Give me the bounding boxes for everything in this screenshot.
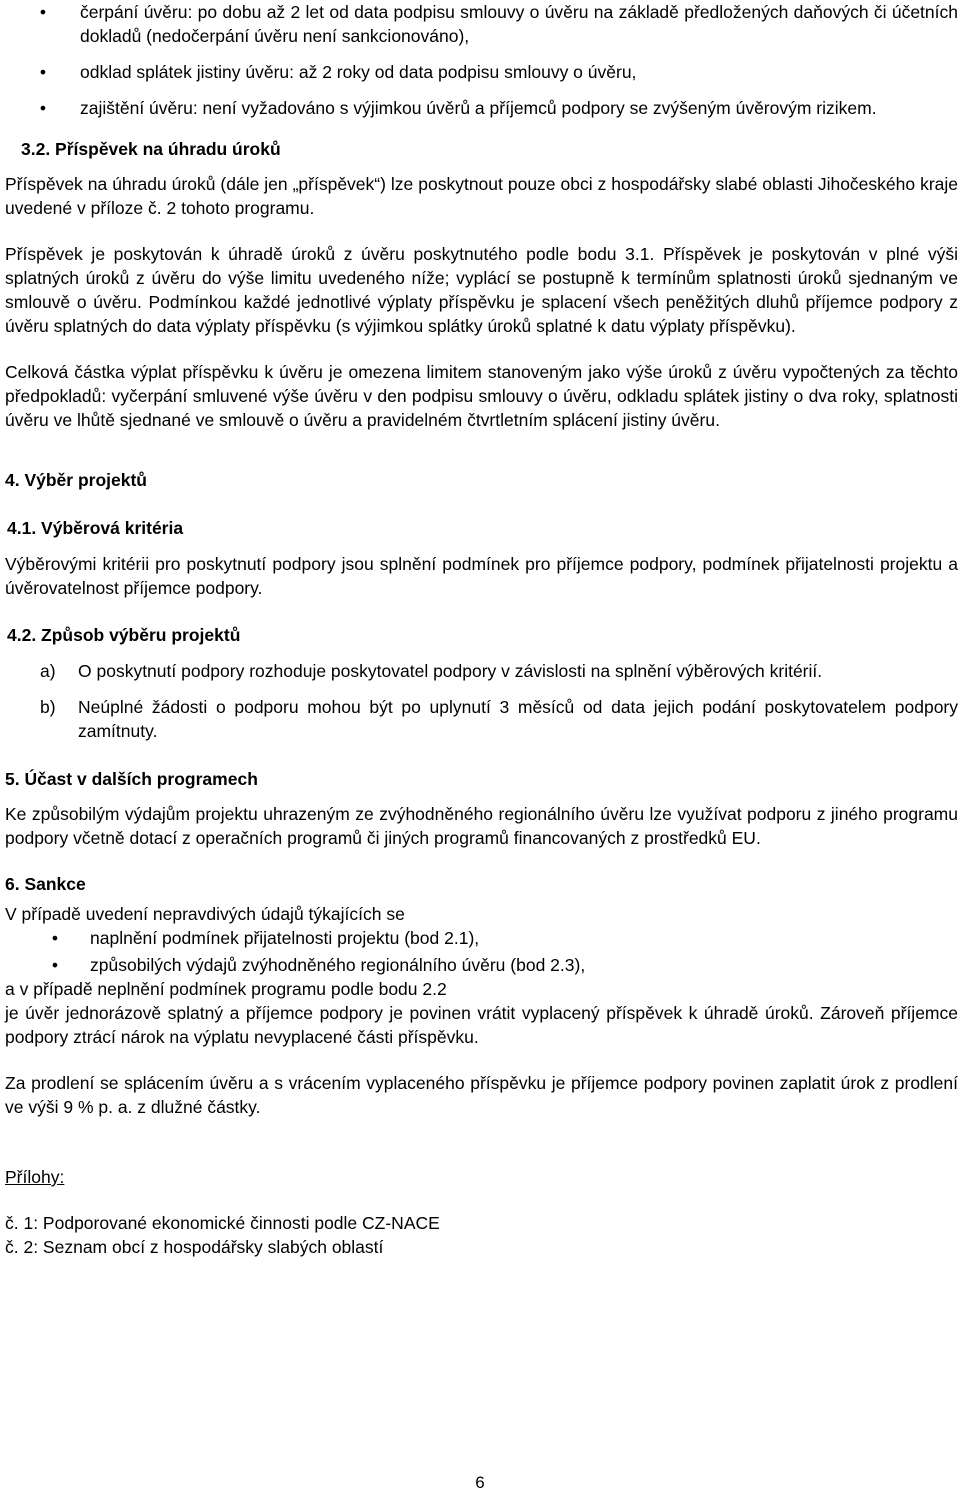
bullet-icon: • xyxy=(51,928,59,948)
paragraph: je úvěr jednorázově splatný a příjemce podpory je povinen vrátit vyplacený příspěvek k úhradě úroků. Zároveň příjemce podpory ztrácí nárok na výplatu nevyplacené části příspěvku. xyxy=(5,1003,958,1047)
list-item: b) Neúplné žádosti o podporu mohou být po uplynutí 3 měsíců od data jejich podání poskytovatelem podpory zamítnuty. xyxy=(40,697,958,741)
bullet-icon: • xyxy=(51,955,59,975)
paragraph: a v případě neplnění podmínek programu podle bodu 2.2 xyxy=(5,979,447,999)
document-page xyxy=(5,0,958,1259)
section-heading-5: 5. Účast v dalších programech xyxy=(5,769,258,789)
attachment-item: č. 1: Podporované ekonomické činnosti podle CZ-NACE xyxy=(5,1213,440,1233)
bullet-list-top xyxy=(5,0,958,120)
section-heading-4-1: 4.1. Výběrová kritéria xyxy=(7,518,184,538)
section-heading-4: 4. Výběr projektů xyxy=(5,470,147,490)
list-item: • odklad splátek jistiny úvěru: až 2 roky od data podpisu smlouvy o úvěru, xyxy=(5,60,958,84)
paragraph: Za prodlení se splácením úvěru a s vrácením vyplaceného příspěvku je příjemce podpory povinen zaplatit úrok z prodlení ve výši 9 % p. a. z dlužné částky. xyxy=(5,1073,958,1117)
paragraph: Celková částka výplat příspěvku k úvěru je omezena limitem stanoveným jako výše úroků z úvěru vypočtených za těchto předpokladů: vyčerpání smluvené výše úvěru v den podpisu smlouvy o úvěru, odkladu splátek jistiny o dva roky, splatnosti úvěru ve lhůtě sjednané ve smlouvě o úvěru a pravidelném čtvrtletním splácení jistiny úvěru. xyxy=(5,362,958,430)
paragraph: Příspěvek je poskytován k úhradě úroků z úvěru poskytnutého podle bodu 3.1. Příspěvek je poskytován v plné výši splatných úroků z úvěru do výše limitu uvedeného níže; vyplácí se postupně k termínům splatnosti úroků sjednaným ve smlouvě o úvěru. Podmínkou každé jednotlivé výplaty příspěvku je splacení všech peněžitých dluhů příjemce podpory z úvěru splatných do data výplaty příspěvku (s výjimkou splátky úroků splatné k datu výplaty příspěvku). xyxy=(5,244,958,336)
paragraph: Příspěvek na úhradu úroků (dále jen „příspěvek“) lze poskytnout pouze obci z hospodářsky slabé oblasti Jihočeského kraje uvedené v příloze č. 2 tohoto programu. xyxy=(5,174,958,218)
bullet-icon: • xyxy=(39,98,47,118)
attachment-item: č. 2: Seznam obcí z hospodářsky slabých oblastí xyxy=(5,1237,384,1257)
bullet-icon: • xyxy=(39,62,47,82)
list-item: • naplnění podmínek přijatelnosti projektu (bod 2.1), xyxy=(5,926,958,950)
section-heading-3-2: 3.2. Příspěvek na úhradu úroků xyxy=(21,139,281,159)
list-item: • zajištění úvěru: není vyžadováno s výjimkou úvěrů a příjemců podpory se zvýšeným úvěrovým rizikem. xyxy=(5,96,958,120)
paragraph: Ke způsobilým výdajům projektu uhrazeným ze zvýhodněného regionálního úvěru lze využívat podporu z jiného programu podpory včetně dotací z operačních programů či jiných programů financovaných z prostředků EU. xyxy=(5,804,958,848)
bullet-icon: • xyxy=(39,2,47,22)
section-heading-6: 6. Sankce xyxy=(5,874,86,894)
list-item: a) O poskytnutí podpory rozhoduje poskytovatel podpory v závislosti na splnění výběrových kritérií. xyxy=(40,661,823,681)
attachments-heading: Přílohy: xyxy=(5,1167,65,1187)
list-item-label: b) xyxy=(40,697,56,717)
page-number: 6 xyxy=(475,1473,485,1492)
section-heading-4-2: 4.2. Způsob výběru projektů xyxy=(7,625,241,645)
list-item: • způsobilých výdajů zvýhodněného regionálního úvěru (bod 2.3), xyxy=(5,953,958,977)
list-item: • čerpání úvěru: po dobu až 2 let od data podpisu smlouvy o úvěru na základě předložených daňových či účetních dokladů (nedočerpání úvěru není sankcionováno), xyxy=(5,0,958,48)
list-item-label: a) xyxy=(40,661,56,681)
paragraph: Výběrovými kritérii pro poskytnutí podpory jsou splnění podmínek pro příjemce podpory, podmínek přijatelnosti projektu a úvěrovatelnost příjemce podpory. xyxy=(5,554,958,598)
paragraph: V případě uvedení nepravdivých údajů týkajících se xyxy=(5,904,405,924)
